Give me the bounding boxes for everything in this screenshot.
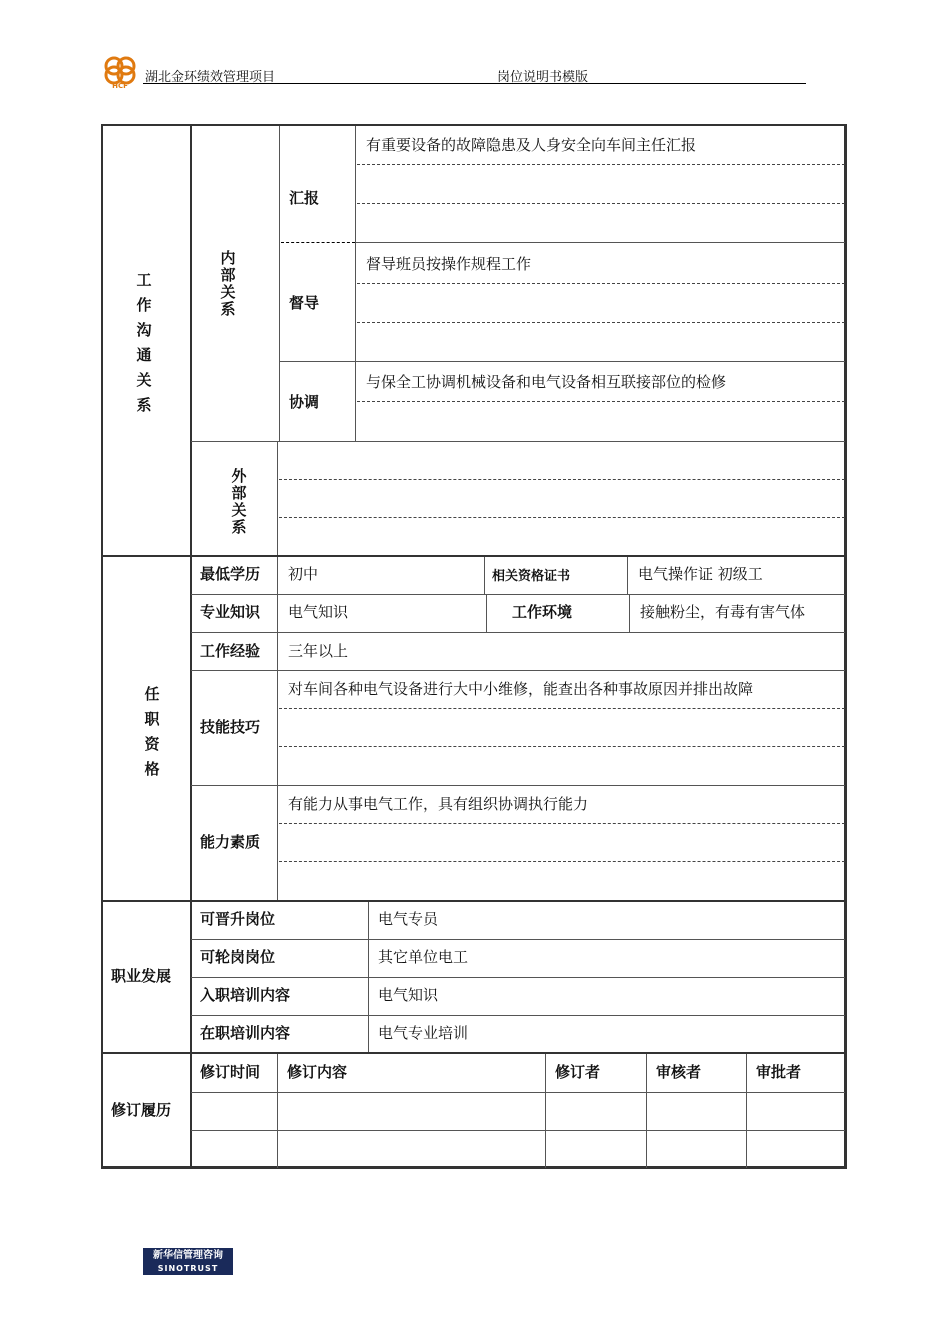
skill-label: 技能技巧 [200, 718, 261, 736]
knowledge-value: 电气知识 [288, 603, 349, 621]
skill-value: 对车间各种电气设备进行大中小维修，能查出各种事故原因并排出故障 [288, 680, 754, 698]
ability-value: 有能力从事电气工作，具有组织协调执行能力 [288, 795, 589, 813]
supervise-text: 督导班员按操作规程工作 [366, 255, 532, 273]
career-section-label: 职业发展 [111, 967, 172, 985]
external-relations-label: 外部关系 [231, 467, 247, 536]
project-name: 湖北金环绩效管理项目 [145, 70, 276, 85]
min-education-value: 初中 [288, 565, 319, 583]
work-environment-value: 接触粉尘，有毒有害气体 [640, 603, 806, 621]
report-text: 有重要设备的故障隐患及人身安全向车间主任汇报 [366, 136, 697, 154]
ability-label: 能力素质 [200, 833, 261, 851]
onboarding-training-label: 入职培训内容 [200, 986, 291, 1004]
approver-header: 审批者 [756, 1063, 802, 1081]
document-title: 岗位说明书模版 [497, 70, 589, 85]
revision-content-header: 修订内容 [287, 1063, 348, 1081]
reviser-header: 修订者 [555, 1063, 601, 1081]
sinotrust-logo: 新华信管理咨询 SINOTRUST [143, 1248, 233, 1275]
checker-header: 审核者 [656, 1063, 702, 1081]
onboarding-training-value: 电气知识 [378, 986, 439, 1004]
promotion-label: 可晋升岗位 [200, 910, 276, 928]
svg-text:HCF: HCF [112, 82, 128, 89]
experience-label: 工作经验 [200, 642, 261, 660]
company-logo-icon [102, 55, 138, 89]
internal-relations-label: 内部关系 [220, 249, 236, 318]
communication-section-label: 工作沟通关系 [136, 271, 152, 414]
certificate-value: 电气操作证 初级工 [638, 565, 763, 583]
revision-section-label: 修订履历 [111, 1101, 172, 1119]
coordinate-text: 与保全工协调机械设备和电气设备相互联接部位的检修 [366, 373, 727, 391]
qualification-section-label: 任职资格 [144, 685, 160, 778]
experience-value: 三年以上 [288, 642, 349, 660]
header-divider [143, 83, 806, 84]
work-environment-label: 工作环境 [512, 603, 573, 621]
report-label: 汇报 [289, 189, 320, 207]
supervise-label: 督导 [289, 294, 320, 312]
onjob-training-label: 在职培训内容 [200, 1024, 291, 1042]
revision-time-header: 修订时间 [200, 1063, 261, 1081]
knowledge-label: 专业知识 [200, 603, 261, 621]
min-education-label: 最低学历 [200, 565, 261, 583]
onjob-training-value: 电气专业培训 [378, 1024, 469, 1042]
promotion-value: 电气专员 [378, 910, 439, 928]
rotation-value: 其它单位电工 [378, 948, 469, 966]
rotation-label: 可轮岗岗位 [200, 948, 276, 966]
coordinate-label: 协调 [289, 393, 320, 411]
certificate-label: 相关资格证书 [492, 569, 571, 584]
